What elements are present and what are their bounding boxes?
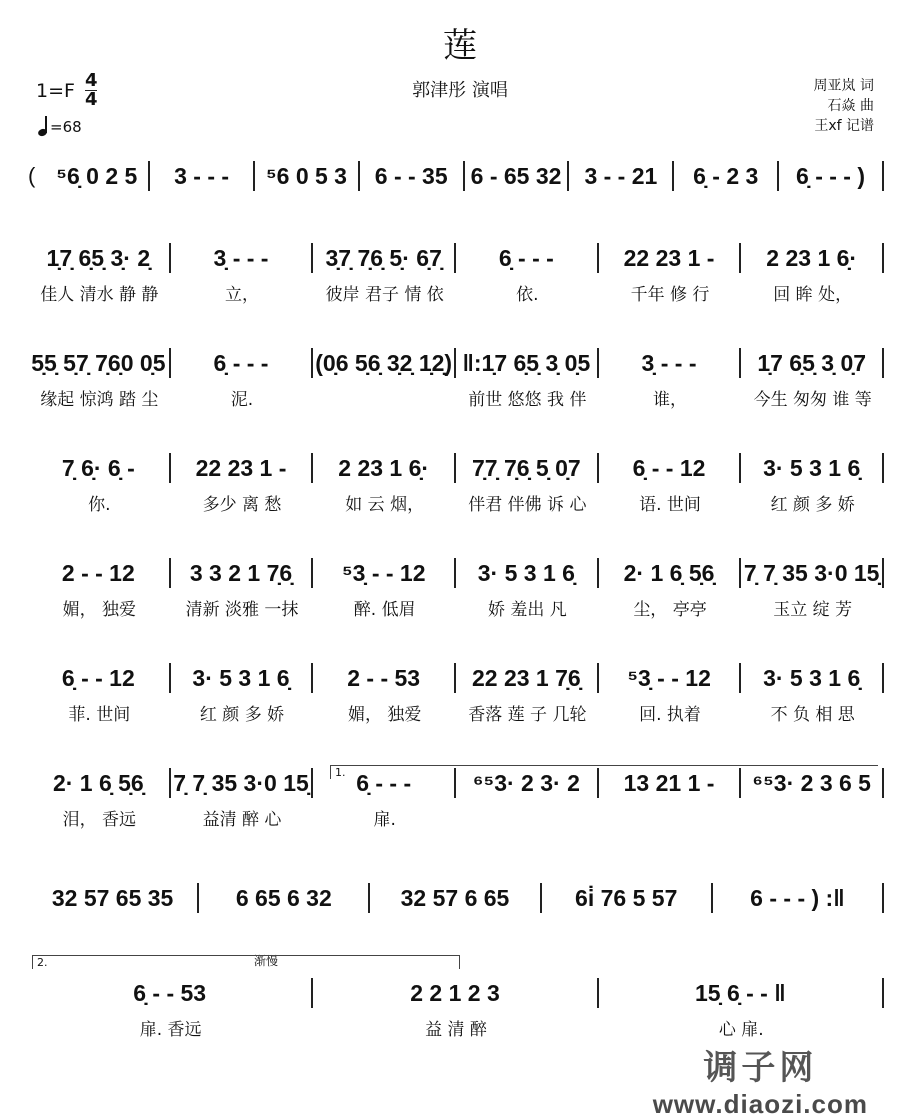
lyric-segment: 红 颜 多 娇 [770, 495, 855, 515]
lyric-segment: 清新 淡雅 一抹 [185, 600, 299, 620]
measure: 7̣ 7̣ 35 3·0 15̣ [173, 769, 309, 796]
lyrics-line [28, 280, 884, 305]
watermark [653, 1040, 868, 1117]
lyric-segment: 前世 悠悠 我 伴 [468, 390, 587, 410]
measure: 5̣5̣ 5̣7̣ 7̣6̣0 0̣5 [31, 349, 166, 376]
lyric-segment: 泪， 香远 [62, 810, 137, 830]
barline-end [882, 243, 884, 273]
measure: 3· 5 3 1 6̣ [763, 664, 861, 691]
singer-credit: 郭津彤 演唱 [412, 80, 508, 101]
lyrics-line [28, 595, 884, 620]
lyric-segment: 不 负 相 思 [770, 705, 855, 725]
lyric-segment: 千年 修 行 [630, 285, 710, 305]
score-row [28, 158, 884, 198]
time-signature-bottom: 4 [84, 89, 98, 110]
lyric-segment: 媚， 独爱 [347, 705, 422, 725]
measure: 13 21 1 - [623, 769, 715, 796]
measure: ⁶⁵3· 2 3 6 5 [752, 769, 871, 796]
measure: 6i̇ 76 5 57 [575, 884, 678, 911]
barline-end [882, 348, 884, 378]
time-signature-top: 4 [84, 70, 98, 91]
notes-line [28, 345, 884, 381]
measure: 6 - 65 32 [470, 162, 562, 189]
measure: 15̣ 6̣ - - ‖ [694, 979, 786, 1006]
watermark-url: www.diaozi.com [652, 1089, 868, 1117]
score-row [28, 880, 884, 920]
measure: ⁵6̣ 0 2 5 [56, 162, 138, 189]
volta-bracket: 2. [32, 955, 460, 969]
measure: 3· 5 3 1 6̣ [477, 559, 575, 586]
lyrics-line [28, 490, 884, 515]
measure: 6̣ - - 12 [632, 454, 706, 481]
lyric-segment: 娇 羞出 凡 [487, 600, 567, 620]
lyric-segment: 醉. 低眉 [353, 600, 416, 620]
lyric-segment: 回. 执着 [639, 705, 701, 725]
barline-end [882, 663, 884, 693]
notes-line [28, 450, 884, 486]
watermark-site-name: 调子网 [703, 1048, 818, 1088]
notes-line [28, 880, 884, 916]
measure: 1̣7 6̣5̣ 3̣ 0̣7 [757, 349, 867, 376]
score-row [28, 975, 884, 1040]
open-paren: ( [28, 163, 36, 188]
lyric-segment: 多少 离 愁 [202, 495, 282, 515]
lyric-segment: 谁， [653, 390, 688, 410]
lyric-segment: 泥. [230, 390, 254, 410]
notes-line [28, 240, 884, 276]
measure: 32 57 6 65 [400, 884, 510, 911]
score-row [28, 345, 884, 410]
measure: 6̣ - - 53 [133, 979, 207, 1006]
lyric-segment: 菲. 世间 [68, 705, 131, 725]
barline-end [882, 453, 884, 483]
measure: 6̣ - - 12 [61, 664, 135, 691]
measure: 6̣ - - - [213, 349, 269, 376]
measure: 7̣ 6̣· 6̣ - [61, 454, 135, 481]
volta-bracket: 1. [330, 765, 878, 779]
measure: 22 23 1 - [195, 454, 287, 481]
lyric-segment: 媚， 独爱 [62, 600, 137, 620]
lyric-segment: 彼岸 君子 情 依 [325, 285, 444, 305]
lyric-segment: 益清 醉 心 [202, 810, 282, 830]
composer-credit: 石焱 曲 [827, 98, 874, 114]
credits [814, 76, 874, 136]
tempo-marking [38, 116, 82, 136]
measure: 1̣7̣ 6̣5̣ 3̣· 2̣ [46, 244, 151, 271]
measure: 7̣ 7̣ 35 3·0 15̣ [743, 559, 880, 586]
lyric-segment: 你. [88, 495, 111, 515]
tempo-value: =68 [50, 118, 82, 136]
score-row [28, 660, 884, 725]
lyrics-line [28, 1015, 884, 1040]
measure: 2 - - 12 [61, 559, 135, 586]
lyric-segment: 语. 世间 [639, 495, 701, 515]
measure: ⁵3̣ - - 12 [627, 664, 711, 691]
lyric-segment [313, 385, 456, 410]
measure: 6̣ - - - ) [796, 162, 866, 189]
lyric-segment [741, 805, 884, 830]
lyric-segment: 红 颜 多 娇 [199, 705, 285, 725]
lyric-segment: 立， [225, 285, 259, 305]
notes-line [28, 158, 884, 194]
lyric-segment: 香落 莲 子 几轮 [468, 705, 587, 725]
lyric-segment: 回 眸 处， [773, 285, 853, 305]
barline-end [882, 883, 884, 913]
lyric-segment: 心 扉. [718, 1020, 764, 1040]
measure: 3· 5 3 1 6̣ [763, 454, 861, 481]
measure: 3̣ - - - [213, 244, 269, 271]
lyric-segment: 益 清 醉 [425, 1020, 487, 1040]
measure: ⁵3̣ - - 12 [341, 559, 426, 586]
lyric-segment: 今生 匆匆 谁 等 [753, 390, 872, 410]
measure: 2· 1 6̣ 5̣6̣ [623, 559, 715, 586]
measure: 22 23 1 7̣6̣ [471, 664, 581, 691]
barline-end [882, 768, 884, 798]
measure: ⁶⁵3· 2 3· 2 [472, 769, 580, 796]
measure: 2 23 1 6̣· [766, 244, 858, 271]
measure: 3 - - - [174, 162, 230, 189]
score-row [28, 240, 884, 305]
measure: 2· 1 6̣ 5̣6̣ [52, 769, 144, 796]
lyric-segment [456, 805, 599, 830]
measure: 32 57 65 35 [51, 884, 174, 911]
dynamic-marking: 渐慢 [254, 954, 279, 968]
measure: ⁵6 0 5 3 [265, 162, 347, 189]
lyrics-line [28, 700, 884, 725]
barline-end [882, 558, 884, 588]
transcriber-credit: 王xf 记谱 [814, 118, 874, 134]
measure: 6 - - 35 [374, 162, 448, 189]
measure: ‖:1̣7 6̣5̣ 3̣ 0̣5 [462, 349, 591, 376]
measure: 6̣ - - - [498, 244, 554, 271]
notes-line [28, 555, 884, 591]
lyric-segment: 尘， 亭亭 [633, 600, 707, 620]
notes-line [28, 975, 884, 1011]
lyric-segment [599, 805, 742, 830]
measure: 3 - - 21 [584, 162, 658, 189]
measure: 7̣7̣ 7̣6̣ 5̣ 0̣7 [471, 454, 581, 481]
lyric-segment: 依. [516, 285, 539, 305]
measure: 3̣7̣ 7̣6̣ 5̣· 6̣7̣ [325, 244, 442, 271]
song-title: 莲 [443, 26, 477, 66]
measure: 6 65 6 32 [235, 884, 332, 911]
lyric-segment: 伴君 伴佛 诉 心 [468, 495, 587, 515]
lyric-segment: 如 云 烟， [345, 495, 425, 515]
measure: 3̣ - - - [641, 349, 697, 376]
measure: 6̣ - 2 3 [693, 162, 759, 189]
lyrics-line [28, 385, 884, 410]
measure: (0̣6 5̣6̣ 3̣2̣ 1̣2̣) [315, 349, 453, 376]
key-label: 1=F [36, 79, 75, 102]
lyrics-line [28, 805, 884, 830]
barline-end [882, 161, 884, 191]
measure: 3 3 2 1 7̣6̣ [189, 559, 293, 586]
lyric-segment: 扉. 香远 [139, 1020, 202, 1040]
score-row [28, 555, 884, 620]
quarter-note-icon [38, 116, 48, 136]
measure: 2 23 1 6̣· [338, 454, 430, 481]
measure: 2 2 1 2 3 [410, 979, 500, 1006]
barline-end [882, 978, 884, 1008]
notes-line [28, 660, 884, 696]
measure: 22 23 1 - [623, 244, 715, 271]
lyric-segment: 玉立 绽 芳 [773, 600, 853, 620]
measure: 6 - - - ) :‖ [750, 884, 845, 911]
score-row [28, 450, 884, 515]
measure: 6̣ - - - [356, 769, 412, 796]
lyric-segment: 扉. [373, 810, 396, 830]
measure: 2 - - 53 [347, 664, 421, 691]
lyric-segment: 佳人 清水 静 静 [40, 285, 159, 305]
lyricist-credit: 周亚岚 词 [813, 78, 874, 94]
lyric-segment: 缘起 惊鸿 踏 尘 [40, 390, 159, 410]
measure: 3· 5 3 1 6̣ [192, 664, 290, 691]
